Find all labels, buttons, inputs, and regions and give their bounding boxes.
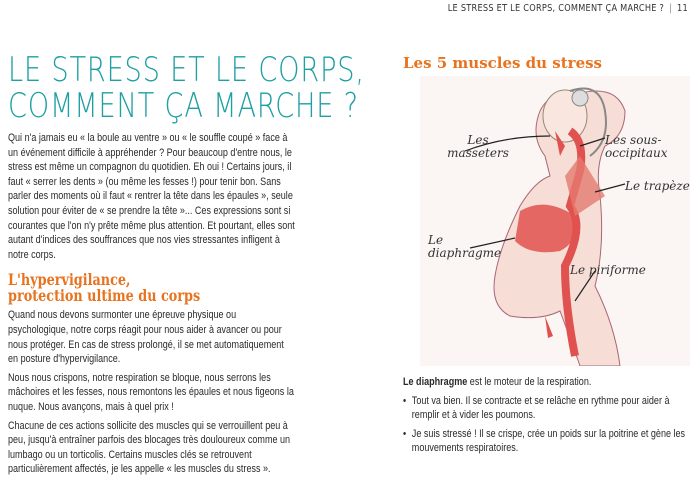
diaphragm-text: [403, 375, 691, 460]
bullet-list: [403, 394, 691, 456]
lead-bold: Le diaphragme: [403, 376, 468, 388]
list-item: • Tout va bien. Il se contracte et se relâche en rythme pour aider à remplir et à vider les poumons.: [403, 394, 691, 423]
page-number: 11: [677, 3, 688, 14]
heading-line-2: protection ultime du corps: [8, 286, 201, 306]
title-line-1: LE STRESS ET LE CORPS,: [8, 50, 365, 90]
paragraph: Nous nous crispons, notre respiration se bloque, nous serrons les mâchoires et les fesses, nous remontons les épaules et nous figeons la nuque. Nous avançons, mais à quel prix !: [8, 371, 294, 413]
woman-figure-illustration: [420, 76, 690, 366]
intro-paragraph: Qui n'a jamais eu « la boule au ventre » ou « le souffle coupé » face à un événement difficile à appréhender ? Pour beaucoup d'entre nous, le stress est même un compagnon du quotidien. Eh oui ! Certains jours, il faut « serrer les dents » (ou même les fesses !) pour tenir bon. Sans parler des moments où il faut « rentrer la tête dans les épaules », seule solution pour éviter de « se prendre la tête »... Ces expressions sont si courantes que l'on n'y prête même plus attention. Et pourtant, elles sont autant d'indices des souffrances que nos vies stressantes infligent à notre corps.: [8, 132, 295, 261]
muscles-illustration: [420, 76, 690, 366]
running-header: LE STRESS ET LE CORPS, COMMENT ÇA MARCHE ? | 11: [447, 3, 688, 14]
paragraph: Chacune de ces actions sollicite des muscles qui se verrouillent peu à peu, jusqu'à entraîner parfois des blocages très douloureux comme un lumbago ou un torticolis. Certains muscles clés se retrouvent particulièrement affectés, je les appelle « les muscles du stress ».: [8, 419, 291, 476]
heading-line-1: L'hypervigilance,: [8, 270, 131, 290]
lead-rest: est le moteur de la respiration.: [467, 376, 592, 388]
sidebar-heading: Les 5 muscles du stress: [403, 54, 603, 72]
page-title: [8, 52, 365, 124]
section-heading: [8, 272, 296, 304]
label-piriforme: Le piriforme: [570, 263, 646, 277]
label-sous-occipitaux: Les sous-occipitaux: [605, 133, 668, 160]
left-column: [8, 131, 296, 481]
running-title: LE STRESS ET LE CORPS, COMMENT ÇA MARCHE ?: [447, 3, 665, 14]
label-masseters: Les masseters: [447, 133, 509, 160]
title-line-2: COMMENT ÇA MARCHE ?: [8, 86, 359, 126]
label-trapeze: Le trapèze: [625, 179, 690, 193]
label-diaphragme: Le diaphragme: [428, 233, 502, 260]
paragraph: Quand nous devons surmonter une épreuve physique ou psychologique, notre corps réagit pour nous aider à avancer ou pour nous protéger. En cas de stress prolongé, il se met automatiquement en posture d'hypervigilance.: [8, 309, 284, 366]
list-item: • Je suis stressé ! Il se crispe, crée un poids sur la poitrine et gène les mouvements respiratoires.: [403, 427, 691, 456]
